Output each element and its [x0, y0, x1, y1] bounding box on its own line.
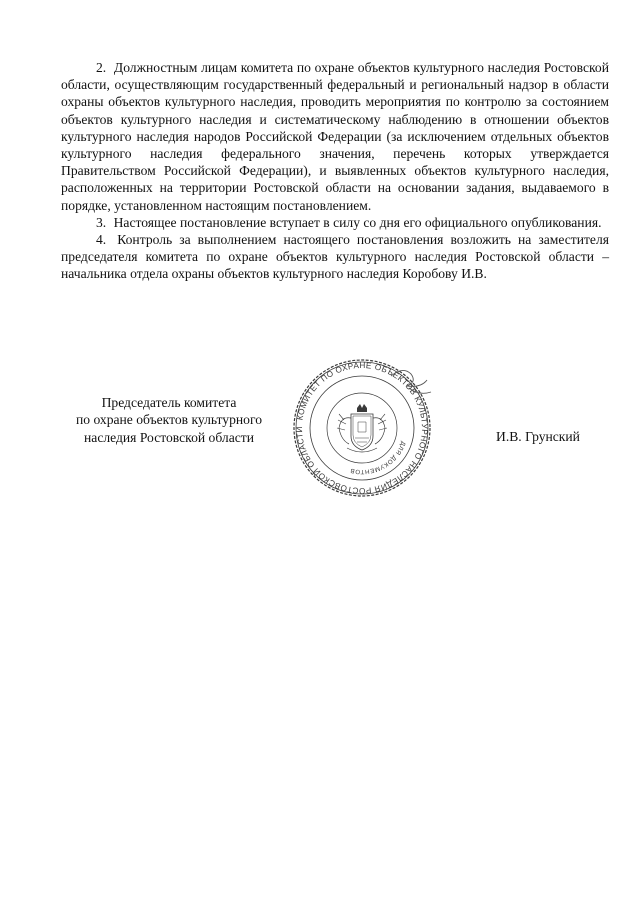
seal-inner-text: ДЛЯ ДОКУМЕНТОВ	[349, 440, 407, 476]
paragraph-number: 4.	[96, 232, 107, 248]
signer-position-line: по охране объектов культурного	[75, 412, 263, 428]
seal-outer-ring	[294, 360, 430, 496]
official-seal-stamp	[281, 358, 443, 498]
coat-of-arms-emblem	[337, 404, 387, 452]
signer-position-line: наследия Ростовской области	[84, 429, 254, 445]
paragraph-number: 3.	[96, 214, 107, 230]
paragraph-number: 2.	[96, 60, 107, 75]
seal-graphic	[281, 358, 443, 498]
signer-position-line: Председатель комитета	[101, 395, 237, 410]
signer-position	[60, 394, 278, 446]
seal-outer-text: КОМИТЕТ ПО ОХРАНЕ ОБЪЕКТОВ КУЛЬТУРНОГО НАСЛЕДИЯ РОСТОВСКОЙ ОБЛАСТИ	[294, 360, 430, 496]
signer-name: И.В. Грунский	[496, 429, 580, 444]
paragraph-4	[61, 231, 609, 283]
paragraph-3	[61, 214, 609, 231]
document-body	[61, 59, 609, 283]
paragraph-text: Контроль за выполнением настоящего постановления возложить на заместителя председателя комитета по охране объектов культурного наследия Ростовской области – начальника отдела охраны объектов культурного наследия Коробову И.В.	[61, 232, 610, 282]
paragraph-2	[61, 59, 609, 214]
paragraph-text: Настоящее постановление вступает в силу со дня его официального опубликования.	[113, 214, 602, 230]
paragraph-text: Должностным лицам комитета по охране объектов культурного наследия Ростовской области, осуществляющим государственный федеральный и региональный надзор в области охраны объектов культурного наследия, проводить мероприятия по контролю за состоянием объектов культурного наследия и систематическому наблюдению в отношении объектов культурного наследия народов Российской Федерации (за исключением отдельных объектов культурного наследия федерального значения, перечень которых утверждается Правительством Российской Федерации), и выявленных объектов культурного наследия, расположенных на территории Ростовской области на основании задания, выдаваемого в порядке, установленном настоящим постановлением.	[61, 60, 609, 213]
seal-ring	[310, 376, 414, 480]
